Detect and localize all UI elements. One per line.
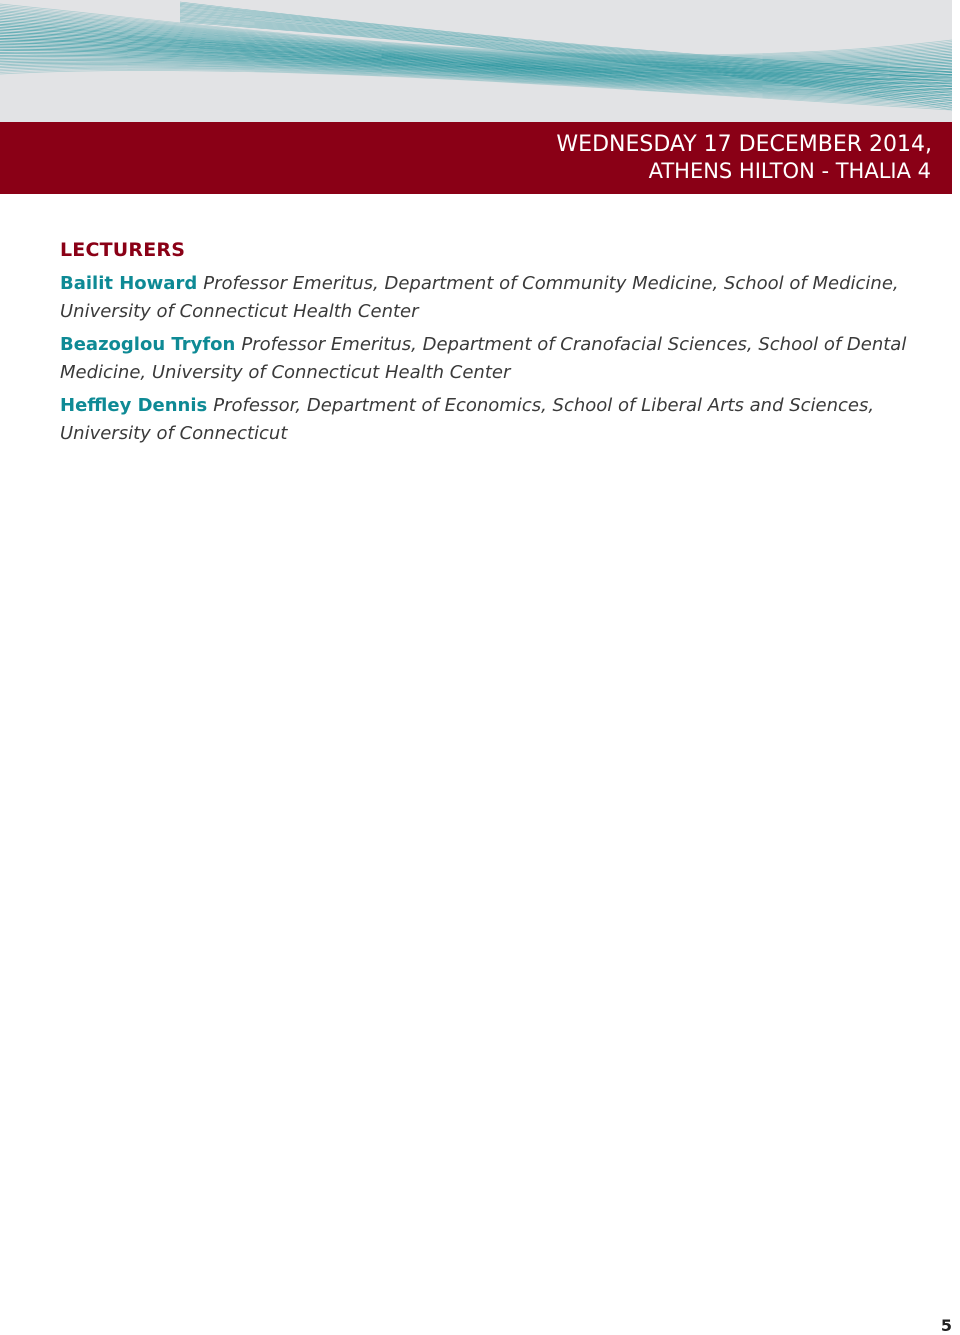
wave-lines-graphic xyxy=(0,0,952,122)
event-date: WEDNESDAY 17 DECEMBER 2014, xyxy=(556,132,932,157)
lecturer-name: Heffley Dennis xyxy=(60,395,208,416)
lecturer-affiliation: Professor Emeritus, Department of Community Medicine, School of Medicine, University of Connecticut Health Center xyxy=(60,273,899,322)
lecturer-entry xyxy=(60,270,920,326)
lecturer-affiliation: Professor Emeritus, Department of Cranofacial Sciences, School of Dental Medicine, University of Connecticut Health Center xyxy=(60,334,907,383)
lecturer-name: Bailit Howard xyxy=(60,273,198,294)
lecturer-name: Beazoglou Tryfon xyxy=(60,334,236,355)
lecturer-affiliation: Professor, Department of Economics, School of Liberal Arts and Sciences, University of Connecticut xyxy=(60,395,875,444)
section-title: LECTURERS xyxy=(60,239,186,261)
lecturer-entry xyxy=(60,392,920,448)
decorative-wave-banner xyxy=(0,0,952,122)
page-number: 5 xyxy=(940,1316,952,1335)
lecturer-list xyxy=(60,270,920,453)
event-venue: ATHENS HILTON - THALIA 4 xyxy=(648,159,931,183)
lecturer-entry xyxy=(60,331,920,387)
